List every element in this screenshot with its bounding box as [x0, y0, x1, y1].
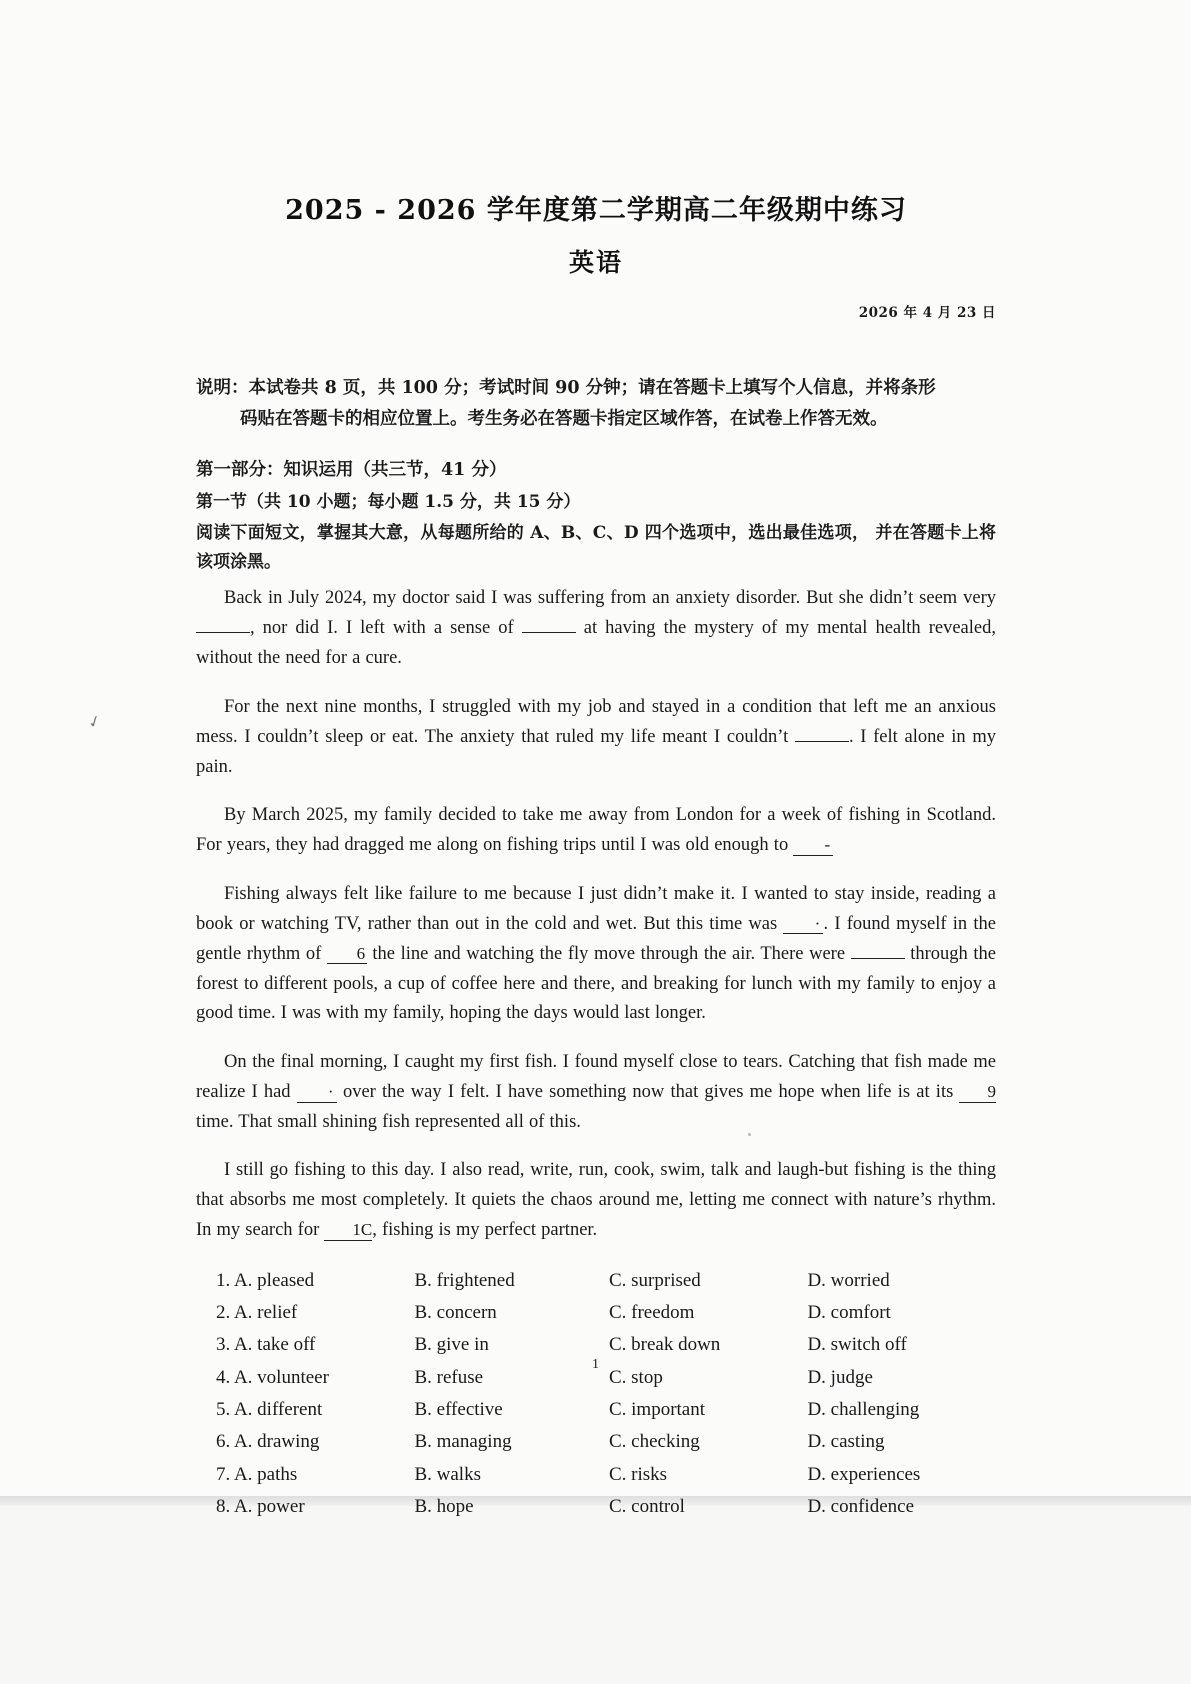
- instruction-line-1: 阅读下面短文，掌握其大意，从每题所给的 A、B、C、D 四个选项中，选出最佳选项，: [196, 522, 870, 543]
- section-instruction: [196, 519, 996, 577]
- choice-row-5: [216, 1394, 996, 1425]
- choice-2-c[interactable]: C. freedom: [608, 1302, 695, 1324]
- cloze-blank-1[interactable]: [196, 632, 250, 633]
- p5-text-a: On the final morning, I caught my first fish. I found myself close to tears. Catching that fish made me realize I had: [196, 1051, 996, 1102]
- notice-line-1: 说明：本试卷共 8 页，共 100 分；考试时间 90 分钟；请在答题卡上填写个人信息，并将条形: [196, 378, 936, 398]
- passage-paragraph-5: [196, 1048, 996, 1138]
- choice-6-c[interactable]: C. checking: [608, 1431, 700, 1453]
- part-heading: 第一部分：知识运用（共三节，41 分）: [196, 460, 507, 481]
- passage-paragraph-3: [196, 801, 996, 861]
- passage-paragraph-4: [196, 880, 996, 1030]
- document-content: [196, 0, 996, 1524]
- p2-text-b: . I felt alone in my pain.: [196, 726, 997, 777]
- choice-2-b[interactable]: B. concern: [414, 1302, 497, 1324]
- choice-1-a[interactable]: 1. A. pleased: [216, 1269, 315, 1291]
- p4-text-b: . I found myself in the gentle rhythm of: [196, 913, 996, 964]
- cloze-blank-9[interactable]: 9: [959, 1083, 996, 1103]
- choice-8-d[interactable]: D. confidence: [807, 1496, 914, 1518]
- choice-6-d[interactable]: D. casting: [807, 1431, 885, 1453]
- choice-2-a[interactable]: 2. A. relief: [216, 1302, 298, 1324]
- p2-text-a: For the next nine months, I struggled with my job and stayed in a condition that left me an anxious mess. I couldn’t sleep or eat. The anxiety that ruled my life meant I couldn’t: [196, 696, 996, 747]
- cloze-blank-5[interactable]: ·: [783, 915, 823, 935]
- cloze-blank-4[interactable]: -: [793, 836, 833, 856]
- choice-7-a[interactable]: 7. A. paths: [216, 1463, 298, 1485]
- choice-2-d[interactable]: D. comfort: [807, 1302, 891, 1324]
- page-title: 2025 - 2026 学年度第二学期高二年级期中练习: [285, 195, 907, 226]
- choice-5-d[interactable]: D. challenging: [807, 1399, 920, 1421]
- choice-4-a[interactable]: 4. A. volunteer: [216, 1366, 329, 1388]
- choice-3-c[interactable]: C. break down: [608, 1334, 721, 1356]
- choice-row-6: [216, 1426, 996, 1457]
- exam-date: 2026 年 4 月 23 日: [858, 305, 996, 321]
- p6-text-a: I still go fishing to this day. I also read, write, run, cook, swim, talk and laugh-but fishing is the thing that absorbs me most completely. It quiets the chaos around me, letting me connect with nature’s rhythm. In my search for: [196, 1160, 996, 1241]
- choice-5-a[interactable]: 5. A. different: [216, 1399, 323, 1421]
- p4-text-c: the line and watching the fly move through the air. There were: [366, 943, 851, 964]
- choice-6-b[interactable]: B. managing: [414, 1431, 512, 1453]
- pen-mark: ✓: [85, 712, 105, 733]
- choice-4-c[interactable]: C. stop: [608, 1366, 663, 1388]
- choices-list: [196, 1265, 996, 1523]
- p5-text-c: time. That small shining fish represented all of this.: [196, 1111, 581, 1132]
- choice-1-d[interactable]: D. worried: [807, 1269, 890, 1291]
- p3-text-a: By March 2025, my family decided to take me away from London for a week of fishing in Scotland. For years, they had dragged me along on fishing trips until I was old enough to: [196, 805, 996, 856]
- choice-row-7: [216, 1459, 996, 1490]
- choice-row-1: [216, 1265, 996, 1296]
- p4-text-d: through the forest to different pools, a cup of coffee here and there, and breaking for lunch with my family to enjoy a good time. I was with my family, hoping the days would last longer.: [196, 943, 996, 1024]
- p1-text-b: , nor did I. I left with a sense of: [250, 618, 522, 639]
- choice-6-a[interactable]: 6. A. drawing: [216, 1431, 320, 1453]
- passage-paragraph-6: [196, 1156, 996, 1246]
- choice-5-c[interactable]: C. important: [608, 1399, 706, 1421]
- cloze-blank-8[interactable]: ·: [297, 1083, 337, 1103]
- p1-text-c: at having the mystery of my mental health revealed, without the need for a cure.: [196, 618, 996, 669]
- notice-line-2: 码贴在答题卡的相应位置上。考生务必在答题卡指定区域作答，在试卷上作答无效。: [240, 408, 888, 429]
- choice-8-b[interactable]: B. hope: [414, 1496, 474, 1518]
- p5-text-b: over the way I felt. I have something now that gives me hope when life is at its: [336, 1081, 960, 1102]
- choice-3-d[interactable]: D. switch off: [807, 1334, 907, 1356]
- choice-4-d[interactable]: D. judge: [807, 1366, 873, 1388]
- passage-paragraph-1: [196, 584, 996, 674]
- page-number: 1: [592, 1357, 599, 1372]
- section-sub-heading: 第一节（共 10 小题；每小题 1.5 分，共 15 分）: [196, 492, 581, 512]
- cloze-blank-3[interactable]: [795, 741, 849, 742]
- choice-3-b[interactable]: B. give in: [414, 1334, 489, 1356]
- cloze-blank-2[interactable]: [522, 632, 576, 633]
- passage-paragraph-2: [196, 693, 996, 783]
- p6-text-b: , fishing is my perfect partner.: [372, 1220, 598, 1241]
- choice-8-a[interactable]: 8. A. power: [216, 1496, 305, 1518]
- cloze-blank-7[interactable]: [851, 958, 905, 959]
- cloze-blank-10[interactable]: 1C: [324, 1221, 372, 1241]
- exam-notice: [196, 373, 996, 434]
- choice-3-a[interactable]: 3. A. take off: [216, 1334, 316, 1356]
- choice-1-b[interactable]: B. frightened: [414, 1269, 515, 1291]
- choice-row-2: [216, 1297, 996, 1328]
- subject-title: 英语: [568, 248, 623, 277]
- cloze-blank-6[interactable]: 6: [327, 945, 367, 965]
- choice-7-b[interactable]: B. walks: [414, 1463, 481, 1485]
- instruction-line-2: 并在答题卡上将该项涂黑。: [196, 522, 997, 573]
- choice-5-b[interactable]: B. effective: [414, 1399, 503, 1421]
- choice-1-c[interactable]: C. surprised: [608, 1269, 701, 1291]
- choice-row-8: [216, 1491, 996, 1522]
- choice-7-d[interactable]: D. experiences: [807, 1463, 921, 1485]
- choice-7-c[interactable]: C. risks: [608, 1463, 668, 1485]
- p1-text-a: Back in July 2024, my doctor said I was suffering from an anxiety disorder. But she didn’t seem very: [224, 588, 996, 609]
- choice-8-c[interactable]: C. control: [608, 1496, 685, 1518]
- p4-text-a: Fishing always felt like failure to me because I just didn’t make it. I wanted to stay inside, reading a book or watching TV, rather than out in the cold and wet. But this time was: [196, 883, 996, 934]
- choice-4-b[interactable]: B. refuse: [414, 1366, 484, 1388]
